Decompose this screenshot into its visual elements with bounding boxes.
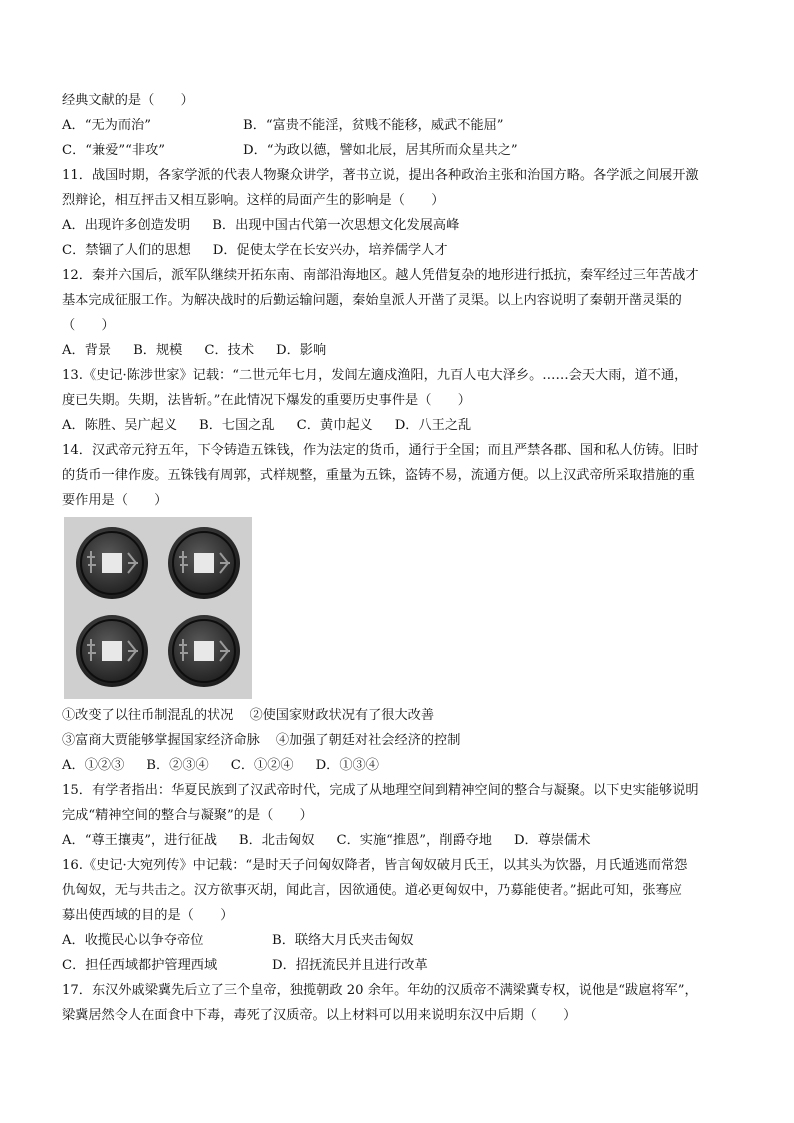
q12-option-c[interactable]: C．技术 — [204, 343, 255, 358]
q16-stem-line3: 募出使西域的目的是（ ） — [62, 908, 234, 923]
q16-option-d[interactable]: D．招抚流民并且进行改革 — [272, 958, 428, 973]
q16-option-c[interactable]: C．担任西域都护管理西域 — [62, 958, 218, 973]
q14-stem-line2: 的货币一律作废。五铢钱有周郭，式样规整，重量为五铢，盗铸不易，流通方便。以上汉武帝所采取措施的重 — [62, 468, 695, 483]
q13-stem-line1: 13.《史记·陈涉世家》记载：“二世元年七月，发闾左適戍渔阳，九百人屯大泽乡。……会天大雨，道不通， — [62, 368, 688, 383]
q10-option-c[interactable]: C．“兼爱”“非攻” — [62, 143, 165, 158]
q13-options — [62, 413, 734, 438]
q11-option-d[interactable]: D．促使太学在长安兴办，培养儒学人才 — [212, 243, 448, 258]
q16-stem-line1: 16.《史记·大宛列传》中记载：“是时天子问匈奴降者，皆言匈奴破月氏王，以其头为饮器，月氏遁逃而常怨 — [62, 858, 688, 873]
q14-item-1: ①改变了以往币制混乱的状况 — [62, 708, 234, 723]
q11-option-a[interactable]: A．出现许多创造发明 — [62, 218, 191, 233]
q11-option-c[interactable]: C．禁锢了人们的思想 — [62, 243, 191, 258]
q12-option-a[interactable]: A．背景 — [62, 343, 112, 358]
q13-option-b[interactable]: B．七国之乱 — [199, 418, 275, 433]
q16-option-b[interactable]: B．联络大月氏夹击匈奴 — [272, 933, 414, 948]
q12-stem-line1: 12．秦并六国后，派军队继续开拓东南、南部沿海地区。越人凭借复杂的地形进行抵抗，秦军经过三年苦战才 — [62, 268, 699, 283]
q16-options-row1 — [62, 928, 734, 953]
q14-item-2: ②使国家财政状况有了很大改善 — [249, 708, 435, 723]
q11-stem-line2: 烈辩论，相互抨击又相互影响。这样的局面产生的影响是（ ） — [62, 193, 445, 208]
q12-stem-line3: （ ） — [62, 318, 115, 333]
q15-option-a[interactable]: A．“尊王攘夷”，进行征战 — [62, 833, 217, 848]
q11-stem-line1: 11．战国时期，各家学派的代表人物聚众讲学，著书立说，提出各种政治主张和治国方略。各学派之间展开激 — [62, 168, 699, 183]
q12-option-d[interactable]: D．影响 — [276, 343, 327, 358]
q15-options — [62, 828, 734, 853]
q14-items-row2 — [62, 728, 734, 753]
q10-option-d[interactable]: D．“为政以德，譬如北辰，居其所而众星共之” — [243, 143, 518, 158]
coin-icon — [76, 615, 148, 687]
q10-options-row1 — [62, 113, 734, 138]
q17-stem-line2: 梁冀居然令人在面食中下毒，毒死了汉质帝。以上材料可以用来说明东汉中后期（ ） — [62, 1008, 577, 1023]
exam-page — [62, 88, 734, 1028]
q10-stem: 经典文献的是（ ） — [62, 93, 194, 108]
q14-option-d[interactable]: D．①③④ — [315, 758, 379, 773]
q11-options-row1 — [62, 213, 734, 238]
coins-illustration — [64, 517, 252, 699]
q11-options-row2 — [62, 238, 734, 263]
q10-option-a[interactable]: A．“无为而治” — [62, 118, 151, 133]
q15-option-c[interactable]: C．实施“推恩”，削爵夺地 — [336, 833, 492, 848]
q15-stem-line2: 完成“精神空间的整合与凝聚”的是（ ） — [62, 808, 313, 823]
q12-options — [62, 338, 734, 363]
q15-stem-line1: 15．有学者指出：华夏民族到了汉武帝时代，完成了从地理空间到精神空间的整合与凝聚。以下史实能够说明 — [62, 783, 699, 798]
q14-items-row1 — [62, 703, 734, 728]
q16-option-a[interactable]: A．收揽民心以争夺帝位 — [62, 933, 204, 948]
coin-icon — [168, 615, 240, 687]
q16-options-row2 — [62, 953, 734, 978]
q11-option-b[interactable]: B．出现中国古代第一次思想文化发展高峰 — [212, 218, 460, 233]
q10-options-row2 — [62, 138, 734, 163]
q14-options — [62, 753, 734, 778]
q14-stem-line3: 要作用是（ ） — [62, 493, 168, 508]
q14-stem-line1: 14．汉武帝元狩五年，下令铸造五铢钱，作为法定的货币，通行于全国；而且严禁各郡、国和私人仿铸。旧时 — [62, 443, 699, 458]
wuzhu-coins-photo — [64, 517, 252, 699]
q13-option-a[interactable]: A．陈胜、吴广起义 — [62, 418, 178, 433]
q14-option-c[interactable]: C．①②④ — [230, 758, 294, 773]
coin-icon — [76, 527, 148, 599]
coin-icon — [168, 527, 240, 599]
q14-item-4: ④加强了朝廷对社会经济的控制 — [275, 733, 461, 748]
q14-item-3: ③富商大贾能够掌握国家经济命脉 — [62, 733, 260, 748]
q17-stem-line1: 17．东汉外戚梁冀先后立了三个皇帝，独揽朝政 20 余年。年幼的汉质帝不满梁冀专权，说他是“跋扈将军”， — [62, 983, 698, 998]
q15-option-b[interactable]: B．北击匈奴 — [238, 833, 315, 848]
q16-stem-line2: 仇匈奴，无与共击之。汉方欲事灭胡，闻此言，因欲通使。道必更匈奴中，乃募能使者。”据此可知，张骞应 — [62, 883, 682, 898]
q13-stem-line2: 度已失期。失期，法皆斩。”在此情况下爆发的重要历史事件是（ ） — [62, 393, 471, 408]
q10-option-b[interactable]: B．“富贵不能淫，贫贱不能移，威武不能屈” — [243, 118, 504, 133]
q14-option-a[interactable]: A．①②③ — [62, 758, 125, 773]
q13-option-c[interactable]: C．黄巾起义 — [296, 418, 373, 433]
q12-option-b[interactable]: B．规模 — [133, 343, 183, 358]
q15-option-d[interactable]: D．尊崇儒术 — [513, 833, 591, 848]
q14-option-b[interactable]: B．②③④ — [146, 758, 209, 773]
q13-option-d[interactable]: D．八王之乱 — [394, 418, 472, 433]
q12-stem-line2: 基本完成征服工作。为解决战时的后勤运输问题，秦始皇派人开凿了灵渠。以上内容说明了秦朝开凿灵渠的 — [62, 293, 682, 308]
